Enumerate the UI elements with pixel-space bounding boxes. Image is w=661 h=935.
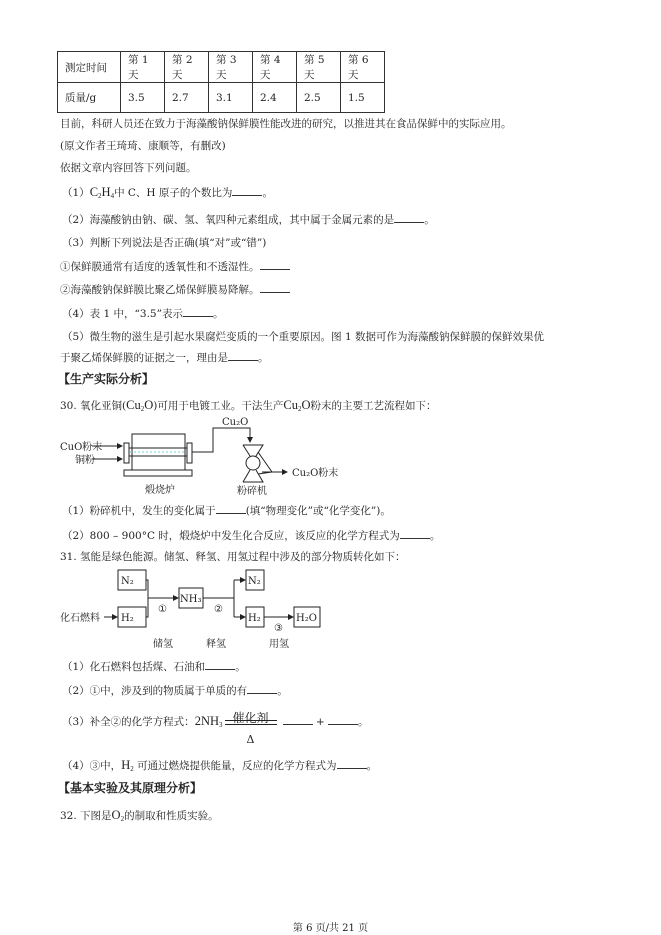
hydrogen-flow-diagram: [104, 570, 320, 627]
section-heading: 【基本实验及其原理分析】: [58, 781, 203, 795]
table-cell: 第 3 天: [209, 52, 253, 83]
label-product: Cu₂O粉末: [292, 468, 339, 479]
label: （3）补全②的化学方程式：: [62, 716, 195, 728]
label: )可用于电镀工业。干法生产: [153, 400, 284, 412]
label: 32. 下图是: [60, 810, 112, 822]
formula-cu2o: $Cu_2O$: [283, 398, 311, 413]
answer-blank[interactable]: [247, 683, 277, 694]
process-flow-diagram: [92, 428, 287, 482]
label-cuo: CuO粉末: [60, 442, 103, 453]
q31-part2: [62, 683, 288, 698]
table-cell: 2.5: [297, 83, 341, 113]
label: （2）800 – 900°C 时，煅烧炉中发生化合反应，该反应的化学方程式为: [62, 530, 400, 542]
label: 。: [235, 661, 246, 673]
q29-part3: （3）判断下列说法是否正确(填“对”或“错”): [62, 237, 267, 249]
answer-blank[interactable]: [283, 714, 313, 725]
formula-o2: $O_2$: [111, 808, 125, 823]
crusher-roller: [246, 456, 260, 470]
formula-c2h4: $C_2H_4$: [89, 185, 115, 200]
furnace-flange: [124, 443, 129, 463]
label: 2NH: [194, 714, 219, 728]
label-furnace: 煅烧炉: [145, 485, 175, 496]
source-note: (原文作者王琦琦、康顺等，有删改): [60, 140, 226, 152]
label: 。: [358, 716, 369, 728]
label: 中 C、H 原子的个数比为: [114, 187, 233, 199]
table-cell: 3.1: [209, 83, 253, 113]
label: 于聚乙烯保鲜膜的证据之一，理由是: [60, 352, 228, 364]
q29-part5: （5）微生物的滋生是引起水果腐烂变质的一个重要原因。图 1 数据可作为海藻酸钠保鲜膜的保鲜效果优: [62, 331, 545, 343]
label: （1）化石燃料包括煤、石油和: [62, 661, 206, 673]
label-cu2o: Cu₂O: [222, 417, 249, 428]
answer-blank[interactable]: [328, 714, 358, 725]
furnace-flange: [187, 443, 192, 463]
furnace-base: [124, 470, 192, 476]
step-1: ①: [158, 604, 167, 615]
label: 。: [277, 685, 288, 697]
reaction-condition: [225, 707, 277, 746]
q31-part1: [62, 659, 246, 674]
label-copper-powder: 铜粉: [75, 455, 95, 466]
table-cell: 质量/g: [58, 83, 121, 113]
label: (填“物理变化”或“化学变化”)。: [245, 505, 391, 517]
q30-part1: [62, 503, 391, 518]
label: ①保鲜膜通常有适度的透氧性和不透湿性。: [60, 261, 260, 273]
label: （2）①中，涉及到的物质属于单质的有: [62, 685, 248, 697]
label: 。: [262, 187, 273, 199]
label: 。: [258, 352, 269, 364]
label: 粉末的主要工艺流程如下：: [310, 400, 437, 412]
label-crusher: 粉碎机: [237, 486, 267, 497]
q30-part2: [62, 528, 440, 543]
page-footer: 第 6 页/共 21 页: [292, 923, 369, 934]
label-release: 释氢: [206, 639, 226, 650]
label: 。: [366, 760, 378, 772]
label: 。: [424, 214, 435, 226]
step-3: ③: [274, 623, 283, 634]
q31-stem: 31. 氢能是绿色能源。储氢、释氢、用氢过程中涉及的部分物质转化如下：: [60, 551, 406, 563]
label: 。: [429, 530, 441, 542]
step-2: ②: [214, 604, 223, 615]
box-n2: N₂: [248, 576, 261, 587]
q32-stem: [60, 808, 219, 826]
box-h2: H₂: [121, 613, 134, 624]
label: +: [315, 716, 325, 728]
heat-symbol: Δ: [246, 733, 255, 746]
table-cell: 测定时间: [58, 52, 121, 83]
answer-blank[interactable]: [216, 503, 246, 514]
label: （1）粉碎机中，发生的变化属于: [62, 505, 216, 517]
label: ②海藻酸钠保鲜膜比聚乙烯保鲜膜易降解。: [60, 284, 260, 296]
formula-h2: $H_2$: [121, 758, 134, 773]
answer-blank[interactable]: [205, 659, 235, 670]
formula-nh3: $2NH_3$: [194, 714, 223, 729]
label-store: 储氢: [153, 639, 173, 650]
q31-part4: [62, 758, 377, 776]
table-cell: 2.7: [165, 83, 209, 113]
label: 30. 氧化亚铜(: [60, 400, 127, 412]
catalyst-label: 催化剂: [232, 711, 269, 725]
label: （1）: [62, 187, 90, 199]
label-fossil-fuel: 化石燃料: [60, 613, 100, 624]
table-cell: 1.5: [341, 83, 385, 113]
table-cell: 第 6 天: [341, 52, 385, 83]
box-h2o: H₂O: [296, 613, 317, 624]
q31-part3: [62, 706, 369, 746]
label: 的制取和性质实验。: [124, 810, 219, 822]
label: 。: [212, 308, 224, 320]
table-cell: 2.4: [253, 83, 297, 113]
table-cell: 第 2 天: [165, 52, 209, 83]
box-n2: N₂: [121, 576, 134, 587]
box-nh3: NH₃: [180, 594, 202, 605]
label-use: 用氢: [269, 639, 289, 650]
section-heading: 【生产实际分析】: [58, 372, 155, 386]
label: （4）表 1 中，“3.5”表示: [62, 308, 183, 320]
formula-cu2o: $Cu_2O$: [126, 398, 154, 413]
answer-blank[interactable]: [337, 758, 367, 769]
label: 可通过燃烧提供能量，反应的化学方程式为: [137, 760, 337, 772]
table-cell: 第 5 天: [297, 52, 341, 83]
box-h2: H₂: [248, 613, 261, 624]
answer-blank[interactable]: [400, 528, 430, 539]
table-cell: 第 1 天: [121, 52, 165, 83]
instruction: 依据文章内容回答下列问题。: [60, 162, 197, 174]
label: （2）海藻酸钠由钠、碳、氢、氧四种元素组成，其中属于金属元素的是: [62, 214, 395, 226]
passage-line: 目前，科研人员还在致力于海藻酸钠保鲜膜性能改进的研究，以推进其在食品保鲜中的实际应用。: [60, 118, 512, 130]
label: （4）③中，: [62, 760, 122, 772]
table-cell: 3.5: [121, 83, 165, 113]
table-cell: 第 4 天: [253, 52, 297, 83]
